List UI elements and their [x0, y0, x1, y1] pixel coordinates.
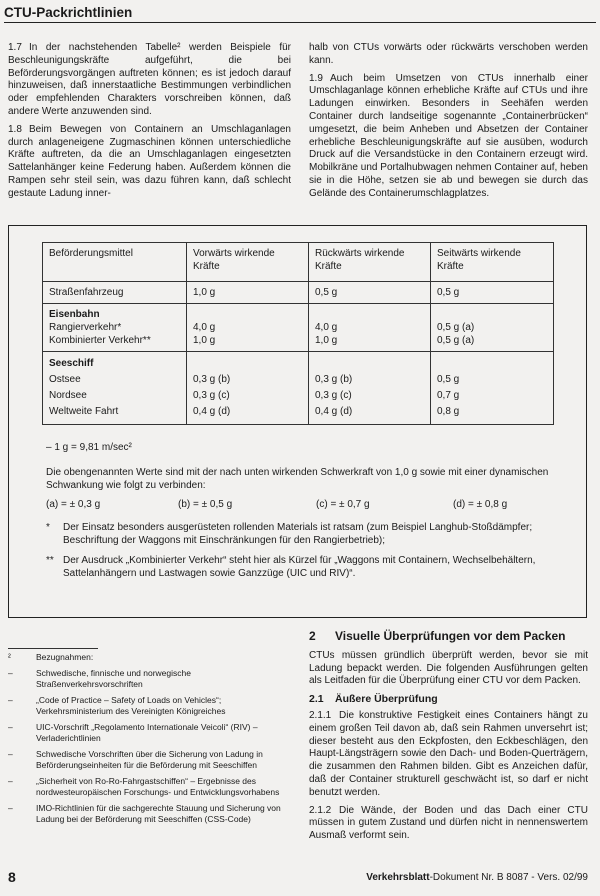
variation-b: (b) = ± 0,5 g — [178, 499, 233, 511]
table-header: Vorwärts wirkende Kräfte — [187, 243, 309, 282]
table-header: Seitwärts wirkende Kräfte — [431, 243, 554, 282]
cell-sideways: 0,5 g (a) — [437, 322, 475, 333]
paragraph-1-9: 1.9 Auch beim Umsetzen von CTUs innerhalb einer Umschlaganlage können erhebliche Kräfte auf CTUs und ihre Ladungen einwirken. Besonders in Seehäfen werden Container durch landseitige sogenannte „Containerbrücken“ umgesetzt, die beim Anheben und Absetzen der Container erhebliche Beschleunigungskräfte auf sie ausüben, wodurch Druck auf die Versandstücke in den Containern erzeugt wird. Mobilkräne und Portalhubwagen nehmen Container auf, heben sie in die Höhe, setzen sie ab und bewegen sie durch das Gelände des Containerumschlagplatzes. — [309, 72, 588, 199]
page-number: 8 — [8, 869, 16, 885]
cell-forward: 0,3 g (c) — [193, 390, 230, 401]
row-label: Weltweite Fahrt — [49, 406, 119, 417]
section-heading: 2 Visuelle Überprüfungen vor dem Packen — [309, 629, 566, 643]
footnote-heading: ² Bezugnahmen: — [8, 652, 94, 662]
row-label: Ostsee — [49, 374, 81, 385]
section-2 — [309, 630, 588, 848]
footnote-item: – Schwedische, finnische und norwegische Straßenverkehrsvorschriften — [8, 668, 191, 689]
footnote-item: – IMO-Richtlinien für die sachgerechte Stauung und Sicherung von Ladung bei der Beförderung mit Seeschiffen (CSS-Code) — [8, 803, 281, 824]
table-header: Beförderungsmittel — [43, 243, 187, 282]
left-column — [8, 42, 291, 206]
paragraph-2-1-1: 2.1.1 Die konstruktive Festigkeit eines Containers hängt zu einem großen Teil davon ab, daß sein Rahmen unversehrt ist; dieser besteht aus den Eckpfosten, den Eckbeschlägen, den Haupt-Längsträgern sowie den Dach- und Boden-Querträgern, die zusammen den Rahmen bilden. Gibt es Anzeichen dafür, daß der Container strukturell geschwächt ist, so darf er nicht benutzt werden. — [309, 709, 588, 798]
footnote-item: – „Code of Practice – Safety of Loads on Vehicles“; Verkehrsministerium des Vereinigten Königreiches — [8, 695, 226, 716]
paragraph-1-8: 1.8 Beim Bewegen von Containern an Umschlaganlagen durch anlageneigene Zugmaschinen können unterschiedliche Kräfte auftreten, da die an Umschlaganlagen eingesetzten Sattelanhänger keine Federung haben. Außerdem können die Rampen sehr steil sein, was dazu führen kann, daß schlecht gestaute Ladung inner- — [8, 123, 291, 199]
variation-values — [46, 499, 566, 512]
right-column — [309, 42, 588, 206]
combination-text: Die obengenannten Werte sind mit der nach unten wirkenden Schwerkraft von 1,0 g sowie mit einer dynamischen Schwankung wie folgt zu verbinden: — [46, 466, 549, 491]
table-header: Rückwärts wirkende Kräfte — [309, 243, 431, 282]
paragraph-2-1-2: 2.1.2 Die Wände, der Boden und das Dach einer CTU müssen in gutem Zustand und dürfen nicht in nennenswertem Ausmaß verformt sein. — [309, 804, 588, 842]
footnote-item: – UIC-Vorschrift „Regolamento Internationale Veicoli“ (RIV) – Verladerichtlinien — [8, 722, 258, 743]
section-intro: CTUs müssen gründlich überprüft werden, bevor sie mit Ladung bepackt werden. Die folgenden Ausführungen gelten als Leitfaden für die Überprüfung einer CTU vor dem Packen. — [309, 649, 588, 687]
row-label: Kombinierter Verkehr** — [49, 335, 151, 346]
row-label: Straßenfahrzeug — [43, 282, 187, 304]
acceleration-table-box — [8, 225, 587, 618]
cell-backward: 0,3 g (c) — [315, 390, 352, 401]
cell-sideways: 0,8 g — [437, 406, 460, 417]
cell-backward: 0,4 g (d) — [315, 406, 353, 417]
note-combined-traffic: ** Der Ausdruck „Kombinierter Verkehr“ steht hier als Kürzel für „Waggons mit Containern, Wechselbehältern, Sattelanhängern und Lastwagen sowie Ganzzüge (UIC und RIV)“. — [46, 554, 536, 579]
cell-backward: 4,0 g — [315, 322, 338, 333]
subsection-heading: 2.1 Äußere Überprüfung — [309, 693, 438, 706]
row-label: Rangierverkehr* — [49, 322, 122, 333]
document-reference: Verkehrsblatt-Dokument Nr. B 8087 - Vers. 02/99 — [366, 872, 588, 883]
table-row-rail — [43, 304, 554, 352]
footnote-separator — [8, 648, 98, 649]
cell-forward: 0,3 g (b) — [193, 374, 231, 385]
paragraph-1-7: 1.7 In der nachstehenden Tabelle² werden Beispiele für Beschleunigungskräfte aufgeführt, die bei Beförderungsvorgängen auftreten können; es ist jedoch darauf hinzuweisen, daß innerstaatliche Bestimmungen verbindlichen oder empfehlenden Charakters vorschreiben können, daß andere Werte anzuwenden sind. — [8, 42, 291, 117]
cell-backward: 1,0 g — [315, 335, 338, 346]
group-label: Eisenbahn — [49, 309, 100, 320]
cell-backward: 0,5 g — [309, 282, 431, 304]
cell-forward: 1,0 g — [187, 282, 309, 304]
cell-sideways: 0,7 g — [437, 390, 460, 401]
footnote-item: – „Sicherheit von Ro-Ro-Fahrgastschiffen“ – Ergebnisse des nordwesteuropäischen Forschungs- und Entwicklungsvorhabens — [8, 776, 280, 797]
paragraph-continuation: halb von CTUs vorwärts oder rückwärts verschoben werden kann. — [309, 42, 588, 66]
variation-d: (d) = ± 0,8 g — [453, 499, 508, 511]
cell-backward: 0,3 g (b) — [315, 374, 353, 385]
cell-sideways: 0,5 g — [431, 282, 554, 304]
table-header-row — [43, 243, 554, 282]
cell-forward: 4,0 g — [193, 322, 216, 333]
cell-sideways: 0,5 g (a) — [437, 335, 475, 346]
g-definition: – 1 g = 9,81 m/sec² — [46, 442, 132, 453]
note-shunting: * Der Einsatz besonders ausgerüsteten rollenden Materials ist ratsam (zum Beispiel Langhub-Stoßdämpfer; Beschriftung der Waggons mit Einschränkungen für den Rangierbetrieb); — [46, 522, 533, 546]
footnotes — [8, 652, 292, 830]
cell-forward: 0,4 g (d) — [193, 406, 231, 417]
table-row-road — [43, 282, 554, 304]
footnote-item: – Schwedische Vorschriften über die Sicherung von Ladung in Beförderungseinheiten für die Beförderung mit Seeschiffen — [8, 749, 263, 770]
acceleration-table — [42, 242, 554, 425]
table-row-sea — [43, 352, 554, 425]
row-label: Nordsee — [49, 390, 87, 401]
table-notes — [46, 442, 566, 587]
group-label: Seeschiff — [49, 358, 94, 369]
cell-sideways: 0,5 g — [437, 374, 460, 385]
cell-forward: 1,0 g — [193, 335, 216, 346]
variation-a: (a) = ± 0,3 g — [46, 499, 101, 511]
page-title: CTU-Packrichtlinien — [4, 4, 596, 23]
variation-c: (c) = ± 0,7 g — [316, 499, 370, 511]
